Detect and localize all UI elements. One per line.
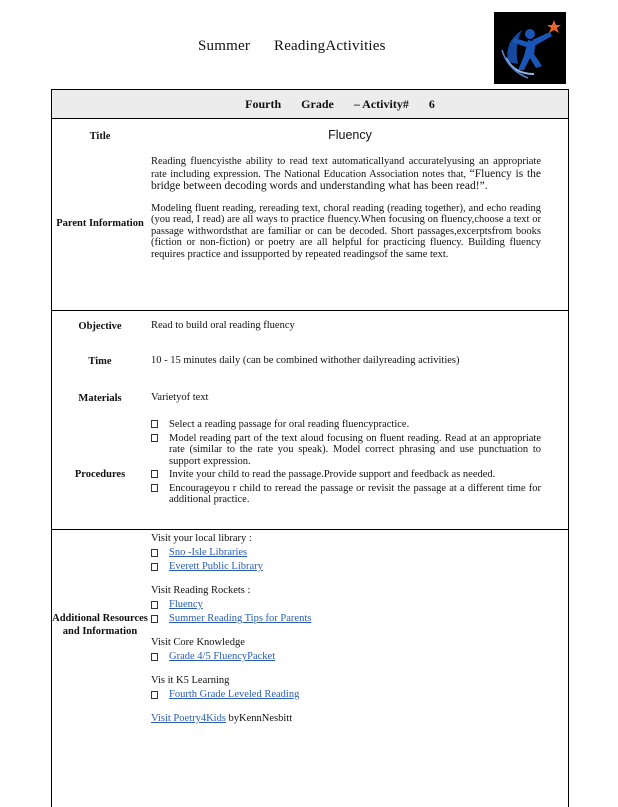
procedure-item — [151, 469, 541, 481]
everett-library-link[interactable]: Everett Public Library — [169, 561, 263, 572]
procedure-text: Select a reading passage for oral reading fluencypractice. — [169, 419, 410, 430]
activity-header — [52, 90, 568, 119]
parent-info-p1a: Reading fluencyisthe ability to read text automaticallyand accuratelyusing an appropriate rate including expression. The National Education Association notes that, — [151, 156, 541, 180]
header-number: 6 — [428, 96, 435, 111]
header-grade-word: Grade — [301, 96, 334, 111]
parent-info-text — [151, 156, 541, 260]
time-label: Time — [88, 356, 112, 367]
objective-label: Objective — [78, 321, 122, 332]
poetry-author: byKennNesbitt — [228, 713, 293, 724]
row-divider — [52, 310, 568, 311]
procedure-text: Invite your child to read the passage.Provide support and feedback as needed. — [169, 469, 496, 480]
figure-with-star-logo — [494, 12, 566, 84]
fluency-link[interactable]: Fluency — [169, 599, 203, 610]
procedure-item — [151, 419, 541, 431]
parent-info-p2: Modeling fluent reading, rereading text, choral reading (reading together), and echo reading (you read, I read) are all ways to practice fluency.When focusing on fluency,choose a text or passage withwordsthat are familiar or can be decoded. Short passages,excerptsfrom books (fiction or non-fiction) or poetry are all helpful for practicing fluency. Building fluency requires practice and issupported by repeated readingsof the same text. — [151, 202, 541, 260]
procedure-item — [151, 483, 541, 506]
checkbox-square-icon — [151, 601, 158, 609]
checkbox-square-icon — [151, 691, 158, 699]
checkbox-square-icon — [151, 484, 158, 492]
poetry-line — [151, 712, 541, 726]
checkbox-square-icon — [151, 549, 158, 557]
leveled-reading-link[interactable]: Fourth Grade Leveled Reading — [169, 689, 300, 700]
page-title-word2: ReadingActivities — [273, 38, 386, 54]
procedures-list — [151, 419, 541, 508]
parent-info-label: Parent Information — [56, 218, 144, 229]
title-value: Fluency — [328, 128, 372, 142]
parent-info-quote: “Fluency is the bridge between decoding words and understanding what has been read!”. — [151, 167, 541, 192]
library-label: Visit your local library : — [151, 533, 252, 544]
k5-learning-label: Vis it K5 Learning — [151, 675, 230, 686]
page-title — [198, 38, 406, 55]
title-label: Title — [89, 131, 111, 142]
checkbox-square-icon — [151, 434, 158, 442]
time-value: 10 - 15 minutes daily (can be combined withother dailyreading activities) — [151, 355, 460, 366]
row-divider — [52, 529, 568, 530]
procedures-label: Procedures — [74, 469, 126, 480]
activity-table — [51, 89, 569, 807]
procedure-item — [151, 433, 541, 468]
checkbox-square-icon — [151, 615, 158, 623]
summer-tips-link[interactable]: Summer Reading Tips for Parents — [169, 613, 312, 624]
checkbox-square-icon — [151, 420, 158, 428]
resources-list — [151, 532, 541, 726]
checkbox-square-icon — [151, 653, 158, 661]
checkbox-square-icon — [151, 470, 158, 478]
fluency-packet-link[interactable]: Grade 4/5 FluencyPacket — [169, 651, 276, 662]
materials-label: Materials — [78, 393, 122, 404]
sno-isle-link[interactable]: Sno -Isle Libraries — [169, 547, 248, 558]
checkbox-square-icon — [151, 563, 158, 571]
core-knowledge-label: Visit Core Knowledge — [151, 637, 245, 648]
header-activity: – Activity# — [353, 96, 409, 111]
procedure-text: Encourageyou r child to reread the passage or revisit the passage at a different time for additional practice. — [169, 482, 541, 505]
procedure-text: Model reading part of the text aloud focusing on fluent reading. Read at an appropriate rate (similar to the rate you speak). Model correct phrasing and use punctuation to support expression. — [169, 432, 541, 467]
header-grade: Fourth — [245, 96, 282, 111]
reading-rockets-label: Visit Reading Rockets : — [151, 585, 251, 596]
materials-value: Varietyof text — [151, 392, 209, 403]
objective-value: Read to build oral reading fluency — [151, 320, 295, 331]
parent-info-p1 — [151, 156, 541, 193]
resources-label: Additional Resources and Information — [52, 613, 148, 637]
page-title-word1: Summer — [198, 38, 251, 54]
poetry4kids-link[interactable]: Visit Poetry4Kids — [151, 713, 226, 724]
